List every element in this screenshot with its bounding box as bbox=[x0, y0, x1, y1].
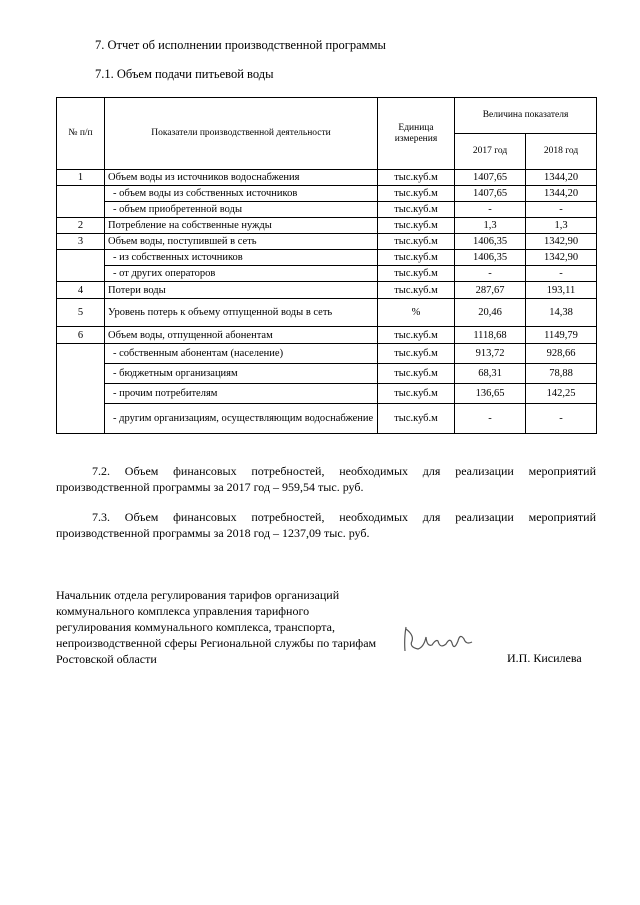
row-value-2018: 193,11 bbox=[526, 282, 597, 299]
row-num: 1 bbox=[57, 170, 105, 186]
row-value-2017: - bbox=[455, 404, 526, 434]
row-indicator: - объем приобретенной воды bbox=[105, 202, 378, 218]
row-unit: тыс.куб.м bbox=[378, 327, 455, 344]
signatory-position: Начальник отдела регулирования тарифов организаций коммунального комплекса управления тарифного регулирования коммунального комплекса, транспорта, непроизводственной сферы Региональной службы по тарифам Ростовской области bbox=[56, 588, 377, 666]
signatory-name: И.П. Кисилева bbox=[507, 651, 582, 665]
row-value-2017: 287,67 bbox=[455, 282, 526, 299]
paragraph-7-3 bbox=[56, 509, 596, 541]
row-value-2017: 1407,65 bbox=[455, 170, 526, 186]
row-num: 5 bbox=[57, 299, 105, 327]
row-value-2018: 78,88 bbox=[526, 364, 597, 384]
handwritten-signature bbox=[400, 617, 480, 657]
row-indicator: - прочим потребителям bbox=[105, 384, 378, 404]
row-indicator: Объем воды из источников водоснабжения bbox=[105, 170, 378, 186]
row-indicator: - от других операторов bbox=[105, 266, 378, 282]
row-num: 3 bbox=[57, 234, 105, 250]
row-value-2018: 1344,20 bbox=[526, 186, 597, 202]
header-unit: Единица измерения bbox=[378, 98, 455, 170]
paragraph-7-2 bbox=[56, 463, 596, 495]
table-row bbox=[57, 299, 597, 327]
row-value-2018: 1,3 bbox=[526, 218, 597, 234]
row-value-2018: - bbox=[526, 202, 597, 218]
row-indicator: - собственным абонентам (население) bbox=[105, 344, 378, 364]
row-indicator: Потери воды bbox=[105, 282, 378, 299]
row-value-2017: 136,65 bbox=[455, 384, 526, 404]
row-unit: тыс.куб.м bbox=[378, 218, 455, 234]
row-unit: тыс.куб.м bbox=[378, 344, 455, 364]
row-unit: тыс.куб.м bbox=[378, 384, 455, 404]
table-row bbox=[57, 218, 597, 234]
water-supply-table bbox=[56, 97, 597, 434]
row-unit: тыс.куб.м bbox=[378, 186, 455, 202]
table-row bbox=[57, 384, 597, 404]
row-value-2017: 913,72 bbox=[455, 344, 526, 364]
row-unit: % bbox=[378, 299, 455, 327]
row-unit: тыс.куб.м bbox=[378, 364, 455, 384]
row-unit: тыс.куб.м bbox=[378, 202, 455, 218]
row-num bbox=[57, 186, 105, 218]
row-indicator: Потребление на собственные нужды bbox=[105, 218, 378, 234]
paragraph-7-3-text: 7.3. Объем финансовых потребностей, необходимых для реализации мероприятий производственной программы за 2018 год – 1237,09 тыс. руб. bbox=[56, 510, 596, 540]
row-indicator: - из собственных источников bbox=[105, 250, 378, 266]
row-value-2017: 1407,65 bbox=[455, 186, 526, 202]
header-indicator: Показатели производственной деятельности bbox=[105, 98, 378, 170]
row-num bbox=[57, 344, 105, 434]
row-value-2017: - bbox=[455, 266, 526, 282]
row-unit: тыс.куб.м bbox=[378, 170, 455, 186]
row-indicator: Объем воды, отпущенной абонентам bbox=[105, 327, 378, 344]
table-row bbox=[57, 186, 597, 202]
row-indicator: - объем воды из собственных источников bbox=[105, 186, 378, 202]
row-value-2018: 1344,20 bbox=[526, 170, 597, 186]
table-row bbox=[57, 327, 597, 344]
row-unit: тыс.куб.м bbox=[378, 404, 455, 434]
row-value-2018: - bbox=[526, 404, 597, 434]
table-row bbox=[57, 170, 597, 186]
row-value-2017: 1118,68 bbox=[455, 327, 526, 344]
row-value-2017: 20,46 bbox=[455, 299, 526, 327]
table-row bbox=[57, 364, 597, 384]
header-num: № п/п bbox=[57, 98, 105, 170]
row-value-2018: 1342,90 bbox=[526, 234, 597, 250]
table-row bbox=[57, 404, 597, 434]
row-value-2018: 142,25 bbox=[526, 384, 597, 404]
row-unit: тыс.куб.м bbox=[378, 234, 455, 250]
header-year-2017: 2017 год bbox=[455, 134, 526, 170]
row-indicator: - бюджетным организациям bbox=[105, 364, 378, 384]
row-unit: тыс.куб.м bbox=[378, 266, 455, 282]
row-value-2018: 1149,79 bbox=[526, 327, 597, 344]
table-row bbox=[57, 344, 597, 364]
row-num: 4 bbox=[57, 282, 105, 299]
table-body bbox=[57, 170, 597, 434]
table-row bbox=[57, 234, 597, 250]
row-unit: тыс.куб.м bbox=[378, 282, 455, 299]
row-num bbox=[57, 250, 105, 282]
section-heading: 7. Отчет об исполнении производственной программы bbox=[95, 38, 386, 52]
row-indicator: - другим организациям, осуществляющим водоснабжение bbox=[105, 404, 378, 434]
row-value-2017: - bbox=[455, 202, 526, 218]
row-num: 2 bbox=[57, 218, 105, 234]
row-value-2017: 1406,35 bbox=[455, 234, 526, 250]
row-unit: тыс.куб.м bbox=[378, 250, 455, 266]
row-value-2017: 68,31 bbox=[455, 364, 526, 384]
header-value: Величина показателя bbox=[455, 98, 597, 134]
row-indicator: Уровень потерь к объему отпущенной воды в сеть bbox=[105, 299, 378, 327]
table-row bbox=[57, 202, 597, 218]
row-value-2017: 1,3 bbox=[455, 218, 526, 234]
row-value-2018: 14,38 bbox=[526, 299, 597, 327]
row-value-2018: 1342,90 bbox=[526, 250, 597, 266]
subsection-heading: 7.1. Объем подачи питьевой воды bbox=[95, 67, 274, 81]
row-num: 6 bbox=[57, 327, 105, 344]
row-value-2017: 1406,35 bbox=[455, 250, 526, 266]
table-row bbox=[57, 250, 597, 266]
header-year-2018: 2018 год bbox=[526, 134, 597, 170]
table-row bbox=[57, 266, 597, 282]
row-value-2018: - bbox=[526, 266, 597, 282]
paragraph-7-2-text: 7.2. Объем финансовых потребностей, необходимых для реализации мероприятий производственной программы за 2017 год – 959,54 тыс. руб. bbox=[56, 464, 596, 494]
table-row bbox=[57, 282, 597, 299]
row-value-2018: 928,66 bbox=[526, 344, 597, 364]
row-indicator: Объем воды, поступившей в сеть bbox=[105, 234, 378, 250]
